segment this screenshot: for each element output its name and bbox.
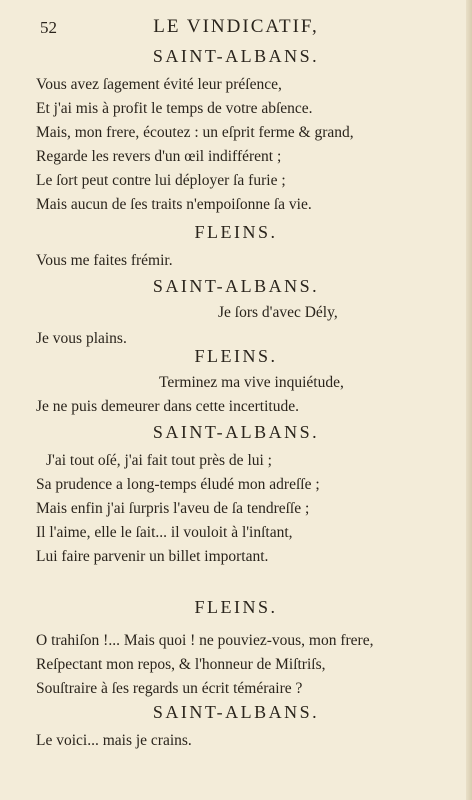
page-number: 52: [40, 18, 57, 37]
verse-line: Il l'aime, elle le ſait... il vouloit à l'inſtant,: [36, 524, 293, 541]
verse-line: Le voici... mais je crains.: [36, 732, 192, 749]
speaker-heading: FLEINS.: [194, 346, 278, 366]
verse-line: Je ſors d'avec Dély,: [218, 304, 338, 321]
page-edge: [466, 0, 472, 800]
verse-line: Sa prudence a long-temps éludé mon adreſſe ;: [36, 476, 320, 493]
verse-line: Je vous plains.: [36, 330, 127, 347]
verse-line: O trahiſon !... Mais quoi ! ne pouviez-vous, mon frere,: [36, 632, 374, 649]
verse-line: Reſpectant mon repos, & l'honneur de Miſtriſs,: [36, 656, 326, 673]
verse-line: Terminez ma vive inquiétude,: [159, 374, 344, 391]
speaker-heading: SAINT-ALBANS.: [152, 276, 320, 296]
verse-line: Lui faire parvenir un billet important.: [36, 548, 269, 565]
verse-line: Je ne puis demeurer dans cette incertitude.: [36, 398, 299, 415]
verse-line: Vous avez ſagement évité leur préſence,: [36, 76, 282, 93]
speaker-heading: SAINT-ALBANS.: [152, 702, 320, 722]
verse-line: Souſtraire à ſes regards un écrit téméraire ?: [36, 680, 303, 697]
verse-line: J'ai tout oſé, j'ai fait tout près de lui ;: [46, 452, 272, 469]
running-title: LE VINDICATIF,: [153, 16, 319, 37]
verse-line: Vous me faites frémir.: [36, 252, 173, 269]
verse-line: Et j'ai mis à profit le temps de votre abſence.: [36, 100, 313, 117]
page-header: [0, 14, 472, 42]
verse-line: Mais aucun de ſes traits n'empoiſonne ſa vie.: [36, 196, 312, 213]
speaker-heading: SAINT-ALBANS.: [152, 46, 320, 66]
verse-line: Mais enfin j'ai ſurpris l'aveu de ſa tendreſſe ;: [36, 500, 310, 517]
speaker-heading: FLEINS.: [194, 597, 278, 617]
speaker-heading: SAINT-ALBANS.: [152, 422, 320, 442]
verse-line: Le ſort peut contre lui déployer ſa furie ;: [36, 172, 286, 189]
verse-line: Mais, mon frere, écoutez : un eſprit ferme & grand,: [36, 124, 354, 141]
speaker-heading: FLEINS.: [194, 222, 278, 242]
verse-line: Regarde les revers d'un œil indifférent ;: [36, 148, 282, 165]
